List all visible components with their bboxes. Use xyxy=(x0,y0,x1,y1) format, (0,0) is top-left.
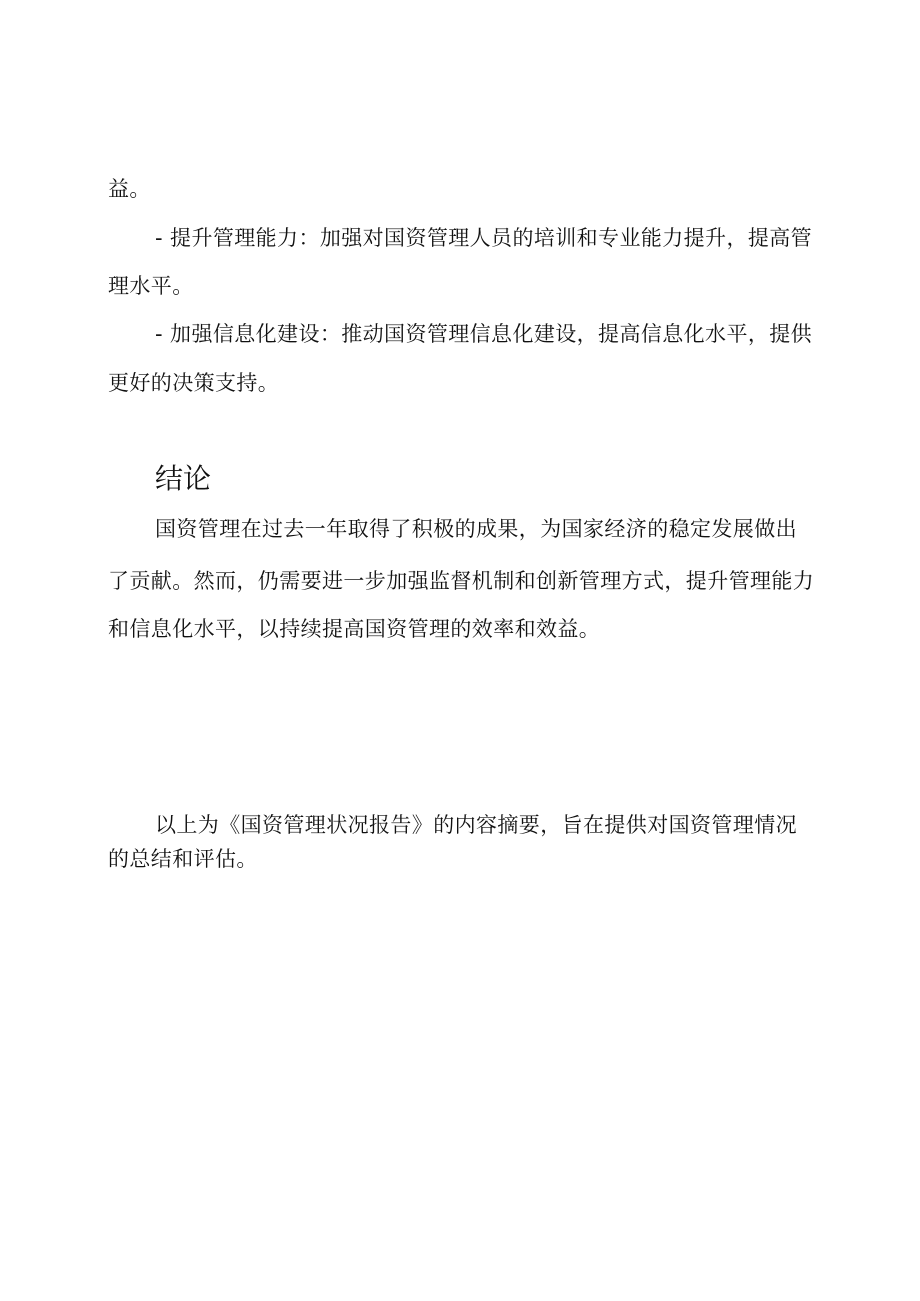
summary-paragraph-line1: 以上为《国资管理状况报告》的内容摘要，旨在提供对国资管理情况 xyxy=(155,813,797,837)
bullet-informatization-line1: - 加强信息化建设：推动国资管理信息化建设，提高信息化水平，提供 xyxy=(155,322,813,346)
bullet-management-capacity-line2: 理水平。 xyxy=(108,274,194,298)
conclusion-paragraph-line1: 国资管理在过去一年取得了积极的成果，为国家经济的稳定发展做出 xyxy=(155,517,797,541)
bullet-management-capacity-line1: - 提升管理能力：加强对国资管理人员的培训和专业能力提升，提高管 xyxy=(155,226,813,250)
continuation-text: 益。 xyxy=(108,177,151,201)
conclusion-paragraph-line2: 了贡献。然而，仍需要进一步加强监督机制和创新管理方式，提升管理能力 xyxy=(108,569,815,593)
summary-paragraph-line2: 的总结和评估。 xyxy=(108,847,258,871)
bullet-informatization-line2: 更好的决策支持。 xyxy=(108,371,280,395)
conclusion-heading: 结论 xyxy=(155,462,212,495)
conclusion-paragraph-line3: 和信息化水平，以持续提高国资管理的效率和效益。 xyxy=(108,617,601,641)
